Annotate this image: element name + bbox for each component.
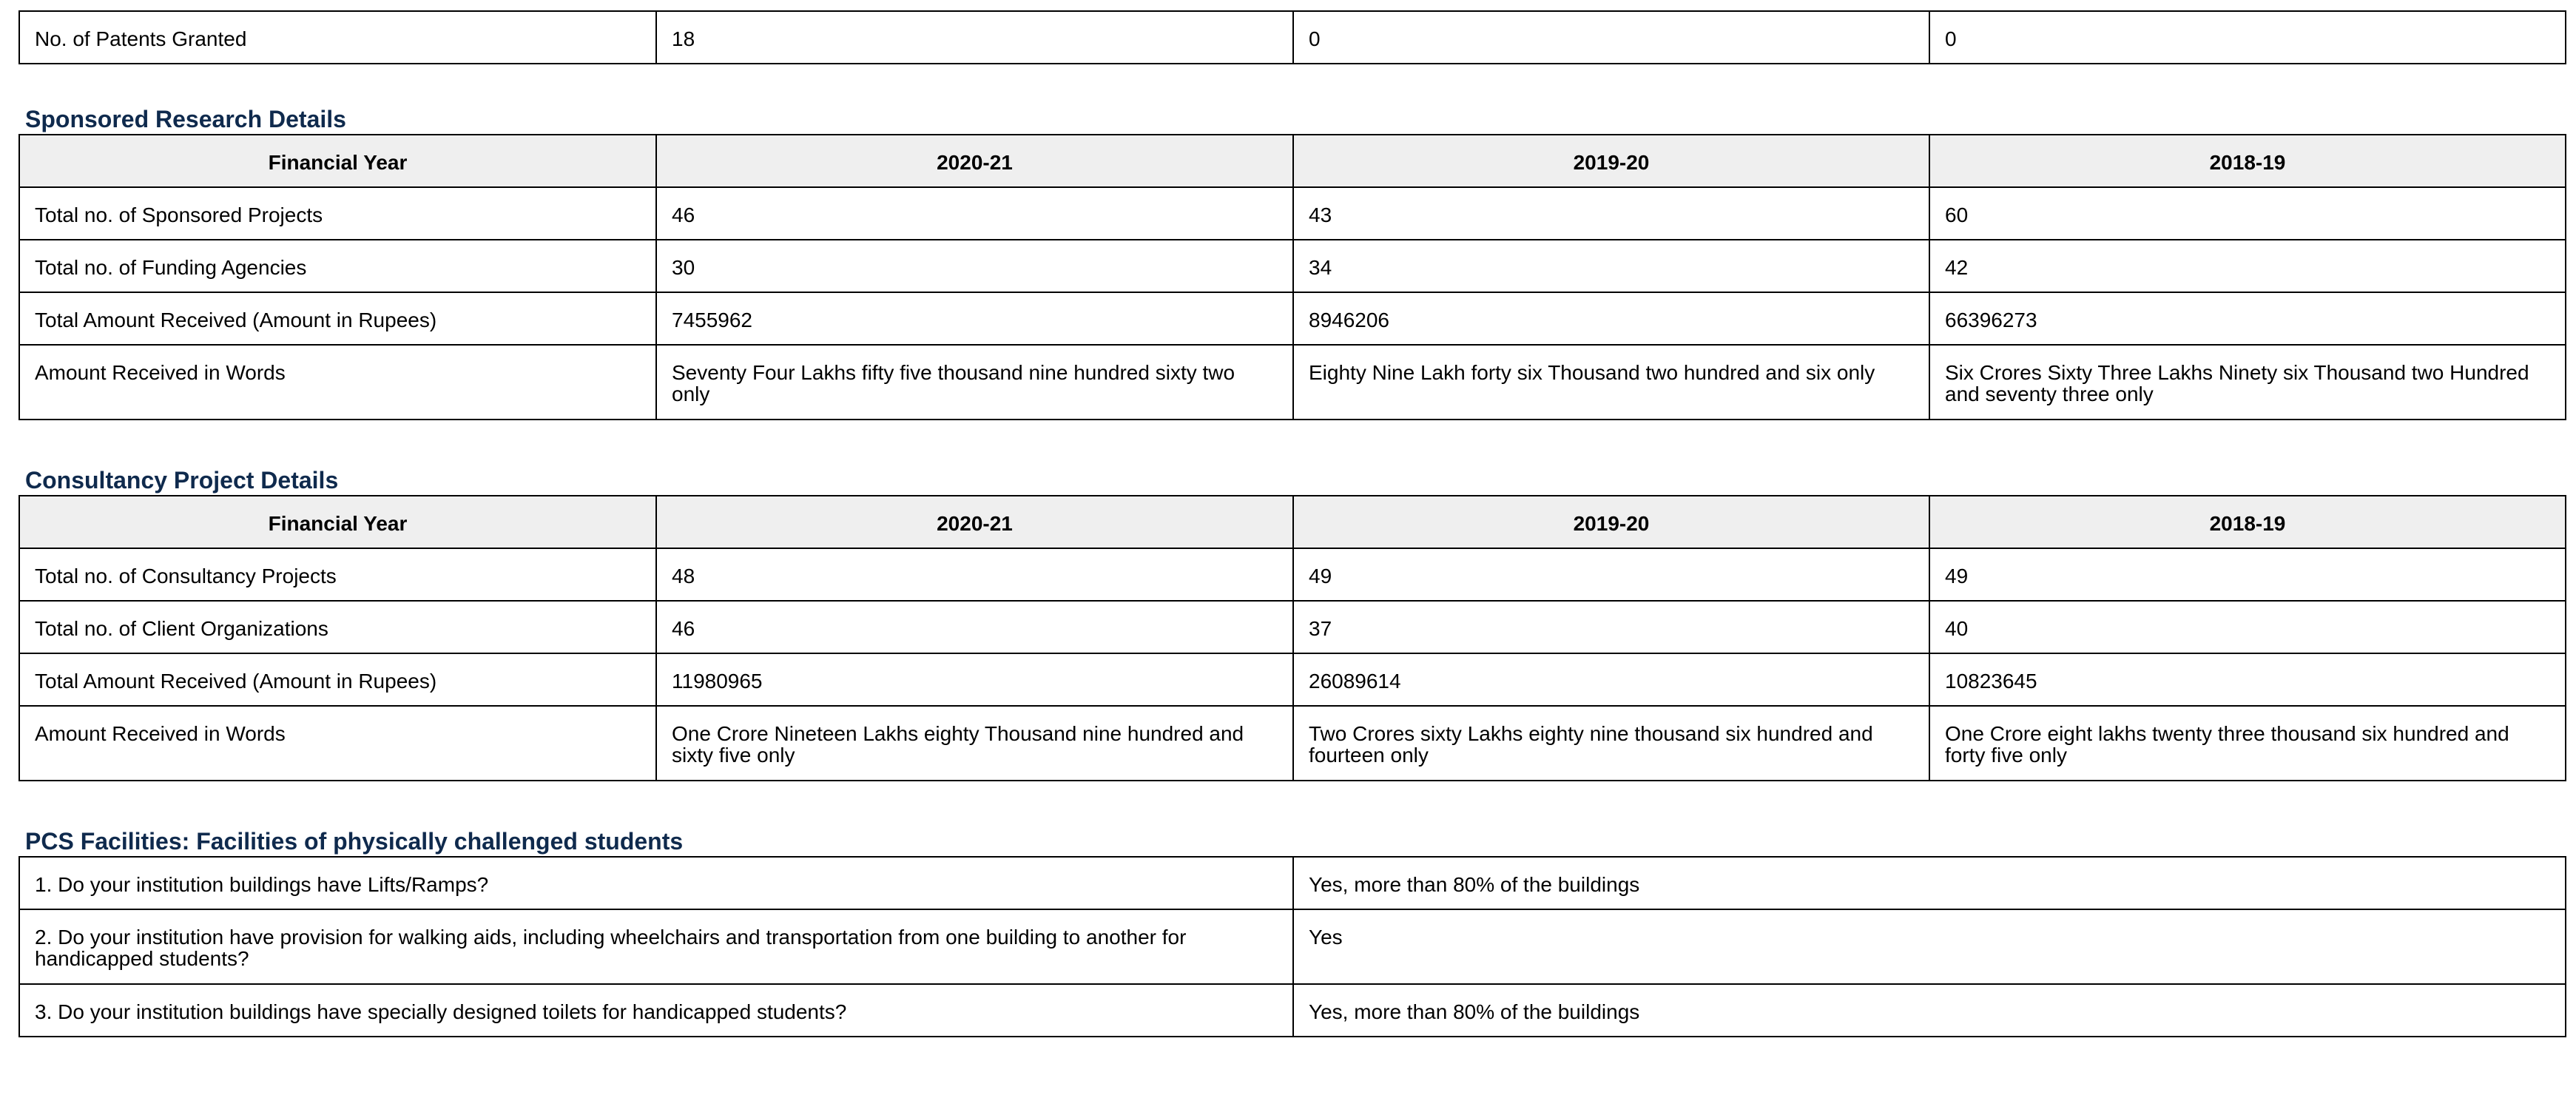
question-cell: 3. Do your institution buildings have specially designed toilets for handicapped students? — [19, 984, 1293, 1037]
table-cell: 43 — [1293, 187, 1929, 240]
table-cell: Six Crores Sixty Three Lakhs Ninety six Thousand two Hundred and seventy three only — [1929, 345, 2566, 420]
row-label: Amount Received in Words — [19, 345, 656, 420]
table-cell: 48 — [656, 548, 1293, 601]
consultancy-project-title: Consultancy Project Details — [25, 467, 339, 494]
table-row — [19, 11, 2566, 64]
table-cell: 8946206 — [1293, 292, 1929, 345]
consultancy-project-table — [18, 495, 2566, 781]
table-cell: Seventy Four Lakhs fifty five thousand nine hundred sixty two only — [656, 345, 1293, 420]
column-header: 2018-19 — [1929, 496, 2566, 548]
table-cell: One Crore eight lakhs twenty three thousand six hundred and forty five only — [1929, 706, 2566, 781]
table-cell: 30 — [656, 240, 1293, 292]
table-cell: 66396273 — [1929, 292, 2566, 345]
document-page — [18, 10, 2565, 1037]
table-row — [19, 857, 2566, 909]
table-cell: 34 — [1293, 240, 1929, 292]
column-header: 2018-19 — [1929, 135, 2566, 187]
table-row — [19, 548, 2566, 601]
table-cell: 11980965 — [656, 653, 1293, 706]
table-row — [19, 292, 2566, 345]
row-label: No. of Patents Granted — [19, 11, 656, 64]
row-label: Total no. of Funding Agencies — [19, 240, 656, 292]
table-row — [19, 601, 2566, 653]
row-label: Total no. of Sponsored Projects — [19, 187, 656, 240]
table-cell: 46 — [656, 187, 1293, 240]
table-row — [19, 187, 2566, 240]
table-cell: 26089614 — [1293, 653, 1929, 706]
pcs-facilities-title: PCS Facilities: Facilities of physically challenged students — [25, 828, 684, 855]
patents-table — [18, 10, 2566, 64]
table-cell: 49 — [1929, 548, 2566, 601]
table-header-row — [19, 496, 2566, 548]
table-cell: Eighty Nine Lakh forty six Thousand two hundred and six only — [1293, 345, 1929, 420]
table-cell: 60 — [1929, 187, 2566, 240]
table-cell: 40 — [1929, 601, 2566, 653]
row-label: Total no. of Consultancy Projects — [19, 548, 656, 601]
pcs-facilities-table — [18, 856, 2566, 1037]
table-row — [19, 653, 2566, 706]
table-cell: 0 — [1293, 11, 1929, 64]
question-cell: 1. Do your institution buildings have Lifts/Ramps? — [19, 857, 1293, 909]
table-row — [19, 240, 2566, 292]
sponsored-research-table — [18, 134, 2566, 420]
answer-cell: Yes — [1293, 909, 2566, 984]
table-cell: One Crore Nineteen Lakhs eighty Thousand nine hundred and sixty five only — [656, 706, 1293, 781]
table-cell: 18 — [656, 11, 1293, 64]
table-cell: 37 — [1293, 601, 1929, 653]
row-label: Total no. of Client Organizations — [19, 601, 656, 653]
column-header: Financial Year — [19, 135, 656, 187]
column-header: 2019-20 — [1293, 135, 1929, 187]
column-header: 2020-21 — [656, 496, 1293, 548]
table-row — [19, 909, 2566, 984]
row-label: Total Amount Received (Amount in Rupees) — [19, 653, 656, 706]
question-cell: 2. Do your institution have provision for walking aids, including wheelchairs and transportation from one building to another for handicapped students? — [19, 909, 1293, 984]
column-header: 2019-20 — [1293, 496, 1929, 548]
row-label: Amount Received in Words — [19, 706, 656, 781]
table-header-row — [19, 135, 2566, 187]
table-row — [19, 984, 2566, 1037]
column-header: Financial Year — [19, 496, 656, 548]
sponsored-research-title: Sponsored Research Details — [25, 106, 346, 132]
table-cell: 46 — [656, 601, 1293, 653]
table-cell: 49 — [1293, 548, 1929, 601]
table-cell: 10823645 — [1929, 653, 2566, 706]
column-header: 2020-21 — [656, 135, 1293, 187]
table-row — [19, 345, 2566, 420]
table-cell: Two Crores sixty Lakhs eighty nine thousand six hundred and fourteen only — [1293, 706, 1929, 781]
answer-cell: Yes, more than 80% of the buildings — [1293, 857, 2566, 909]
table-cell: 7455962 — [656, 292, 1293, 345]
table-row — [19, 706, 2566, 781]
table-cell: 0 — [1929, 11, 2566, 64]
answer-cell: Yes, more than 80% of the buildings — [1293, 984, 2566, 1037]
row-label: Total Amount Received (Amount in Rupees) — [19, 292, 656, 345]
table-cell: 42 — [1929, 240, 2566, 292]
